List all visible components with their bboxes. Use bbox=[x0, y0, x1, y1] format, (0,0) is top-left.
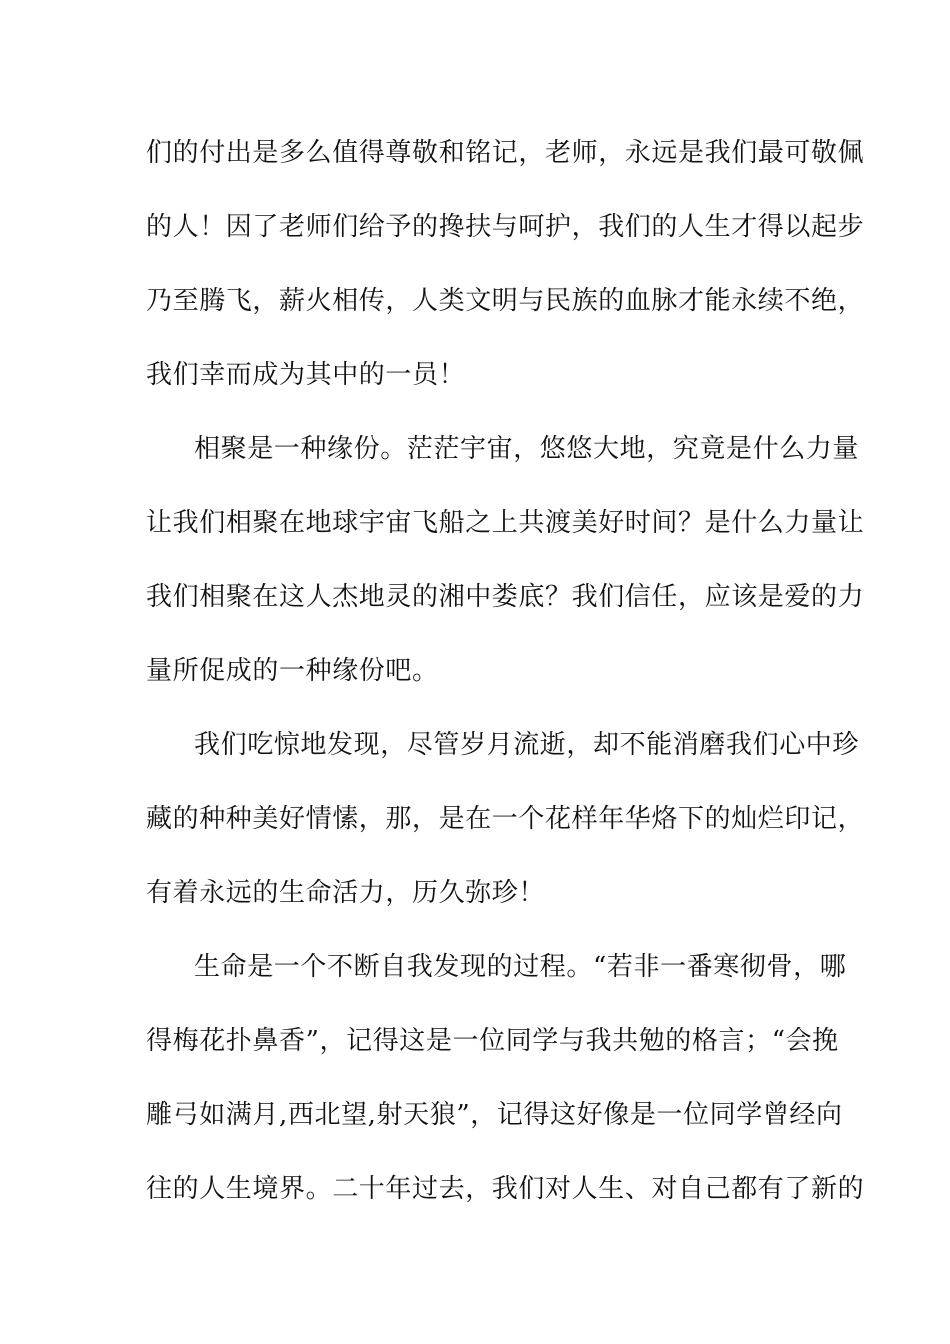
text-line: 有着永远的生命活力，历久弥珍！ bbox=[146, 878, 546, 908]
paragraph-first-line: 相聚是一种缘份。茫茫宇宙，悠悠大地，究竟是什么力量 bbox=[194, 434, 860, 464]
text-line: 藏的种种美好情愫，那，是在一个花样年华烙下的灿烂印记， bbox=[146, 804, 865, 834]
text-line: 们的付出是多么值得尊敬和铭记，老师，永远是我们最可敬佩 bbox=[146, 138, 865, 168]
text-line: 得梅花扑鼻香”，记得这是一位同学与我共勉的格言；“会挽 bbox=[146, 1026, 839, 1056]
text-line: 让我们相聚在地球宇宙飞船之上共渡美好时间？是什么力量让 bbox=[146, 508, 865, 538]
text-line: 的人！因了老师们给予的搀扶与呵护，我们的人生才得以起步 bbox=[146, 212, 865, 242]
text-line: 我们幸而成为其中的一员！ bbox=[146, 360, 466, 390]
text-line: 乃至腾飞，薪火相传，人类文明与民族的血脉才能永续不绝， bbox=[146, 286, 865, 316]
text-line: 往的人生境界。二十年过去，我们对人生、对自己都有了新的 bbox=[146, 1174, 865, 1204]
document-body bbox=[146, 126, 865, 1236]
paragraph-first-line: 生命是一个不断自我发现的过程。“若非一番寒彻骨，哪 bbox=[194, 952, 847, 982]
text-line: 雕弓如满月,西北望,射天狼”，记得这好像是一位同学曾经向 bbox=[146, 1100, 843, 1130]
text-line: 量所促成的一种缘份吧。 bbox=[146, 656, 439, 686]
paragraph-first-line: 我们吃惊地发现，尽管岁月流逝，却不能消磨我们心中珍 bbox=[194, 730, 860, 760]
text-line: 我们相聚在这人杰地灵的湘中娄底？我们信任，应该是爱的力 bbox=[146, 582, 865, 612]
